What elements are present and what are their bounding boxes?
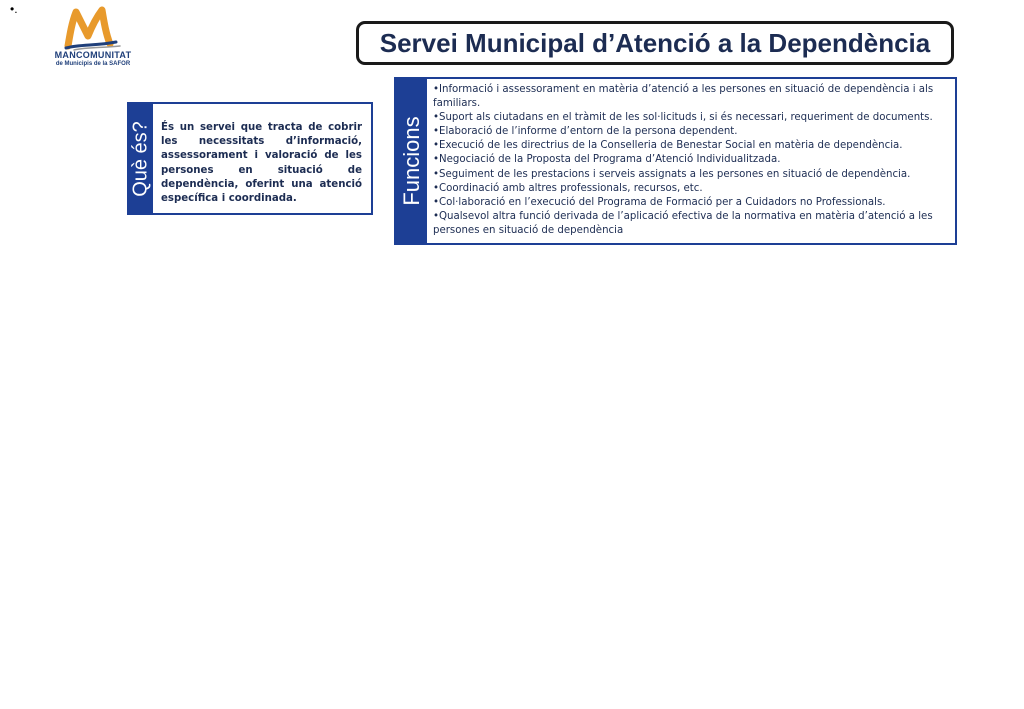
que-es-panel <box>127 102 373 215</box>
que-es-band <box>129 104 153 213</box>
mancomunitat-m-logo-icon <box>60 6 126 52</box>
funcions-panel <box>394 77 957 245</box>
funcions-heading: Funcions <box>398 116 424 206</box>
funcions-list <box>433 83 947 238</box>
list-item: •Negociació de la Proposta del Programa d’Atenció Individualitzada. <box>433 154 781 166</box>
logo-name: MANCOMUNITAT <box>54 50 132 60</box>
list-item: •Seguiment de les prestacions i serveis assignats a les persones en situació de dependència. <box>433 168 911 180</box>
list-item: •Suport als ciutadans en el tràmit de les sol·licituds i, si és necessari, requeriment de documents. <box>433 112 933 124</box>
mancomunitat-logo <box>48 6 138 72</box>
que-es-text: És un servei que tracta de cobrir les necessitats d’informació, assessorament i valoració de les persones en situació de dependència, oferint una atenció específica i coordinada. <box>161 122 362 205</box>
list-item: •Col·laboració en l’execució del Programa de Formació per a Cuidadors no Professionals. <box>433 196 886 208</box>
list-item: •Elaboració de l’informe d’entorn de la persona dependent. <box>433 126 738 138</box>
list-item: •Qualsevol altra funció derivada de l’aplicació efectiva de la normativa en matèria d’atenció a les persones en situació de dependència <box>433 210 933 236</box>
logo-subtitle: de Municipis de la SAFOR <box>55 61 131 67</box>
page-title: Servei Municipal d’Atenció a la Dependència <box>379 27 931 58</box>
page-title-box <box>356 21 954 65</box>
corner-bullet-mark: •. <box>10 2 18 16</box>
funcions-band <box>396 79 427 243</box>
list-item: •Informació i assessorament en matèria d’atenció a les persones en situació de dependència i als familiars. <box>433 84 934 110</box>
list-item: •Execució de les directrius de la Conselleria de Benestar Social en matèria de dependència. <box>433 140 903 152</box>
list-item: •Coordinació amb altres professionals, recursos, etc. <box>433 182 703 194</box>
que-es-heading: Què és? <box>129 120 152 197</box>
